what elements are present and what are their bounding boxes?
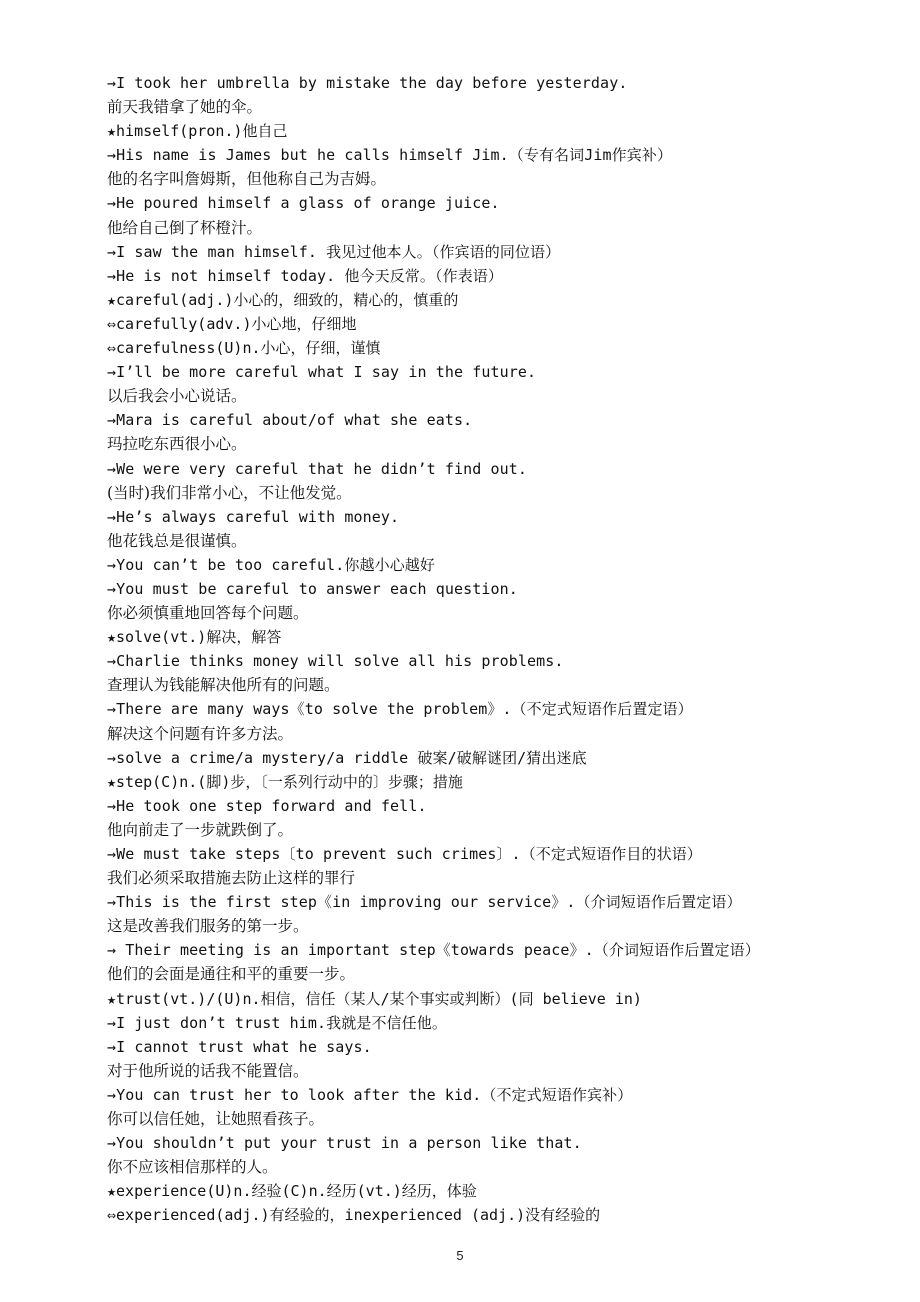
example-sentence: →Mara is careful about/of what she eats. [107, 411, 473, 430]
translation-line: 他向前走了一步就跌倒了。 [107, 820, 294, 839]
vocabulary-entry: ★trust(vt.)/(U)n.相信，信任（某人/某个事实或判断）(同 believe in) [107, 989, 642, 1008]
example-sentence: →There are many ways《to solve the problem》.（不定式短语作后置定语） [107, 700, 693, 719]
translation-line: 他的名字叫詹姆斯，但他称自己为吉姆。 [107, 170, 387, 189]
example-sentence: →I saw the man himself. 我见过他本人。（作宾语的同位语） [107, 242, 561, 261]
translation-line: 查理认为钱能解决他所有的问题。 [107, 676, 340, 695]
vocabulary-entry: ⇔experienced(adj.)有经验的，inexperienced (adj.)没有经验的 [107, 1206, 601, 1225]
example-sentence: →You must be careful to answer each question. [107, 579, 518, 598]
example-sentence: →Charlie thinks money will solve all his problems. [107, 652, 564, 671]
example-sentence: →I cannot trust what he says. [107, 1037, 372, 1056]
translation-line: 前天我错拿了她的伞。 [107, 98, 263, 117]
vocabulary-entry: ★experience(U)n.经验(C)n.经历(vt.)经历，体验 [107, 1182, 477, 1201]
translation-line: 对于他所说的话我不能置信。 [107, 1061, 309, 1080]
translation-line: 以后我会小心说话。 [107, 387, 247, 406]
vocabulary-entry: ⇔carefully(adv.)小心地，仔细地 [107, 314, 357, 333]
example-sentence: →He’s always careful with money. [107, 507, 400, 526]
translation-line: 你不应该相信那样的人。 [107, 1158, 278, 1177]
example-sentence: →We were very careful that he didn’t find out. [107, 459, 528, 478]
vocabulary-entry: ★step(C)n.(脚)步，〔一系列行动中的〕步骤；措施 [107, 772, 463, 791]
translation-line: 解决这个问题有许多方法。 [107, 724, 294, 743]
example-sentence: →We must take steps〔to prevent such crimes〕.（不定式短语作目的状语） [107, 845, 702, 863]
translation-line: 我们必须采取措施去防止这样的罪行 [107, 869, 356, 888]
example-sentence: →You can’t be too careful.你越小心越好 [107, 555, 436, 574]
example-sentence: →solve a crime/a mystery/a riddle 破案/破解谜团/猜出迷底 [107, 748, 587, 767]
example-sentence: →His name is James but he calls himself Jim.（专有名词Jim作宾补） [107, 146, 673, 165]
translation-line: 他给自己倒了杯橙汁。 [107, 218, 263, 237]
vocabulary-entry: ★himself(pron.)他自己 [107, 122, 288, 141]
example-sentence: →I’ll be more careful what I say in the future. [107, 363, 537, 382]
translation-line: 他们的会面是通往和平的重要一步。 [107, 965, 356, 984]
translation-line: 他花钱总是很谨慎。 [107, 531, 247, 550]
translation-line: (当时)我们非常小心，不让他发觉。 [107, 483, 352, 502]
page-number: 5 [456, 1248, 464, 1263]
example-sentence: →I just don’t trust him.我就是不信任他。 [107, 1013, 447, 1032]
vocabulary-entry: ★solve(vt.)解决，解答 [107, 628, 282, 647]
vocabulary-entry: ⇔carefulness(U)n.小心，仔细，谨慎 [107, 339, 381, 358]
example-sentence: →You can trust her to look after the kid.（不定式短语作宾补） [107, 1085, 633, 1104]
translation-line: 玛拉吃东西很小心。 [107, 435, 247, 454]
example-sentence: →I took her umbrella by mistake the day before yesterday. [107, 74, 628, 92]
example-sentence: →This is the first step《in improving our service》.（介词短语作后置定语） [107, 893, 742, 912]
translation-line: 这是改善我们服务的第一步。 [107, 917, 309, 936]
translation-line: 你可以信任她，让她照看孩子。 [107, 1110, 325, 1129]
example-sentence: →He took one step forward and fell. [107, 796, 427, 815]
translation-line: 你必须慎重地回答每个问题。 [107, 604, 309, 623]
document-body [107, 71, 887, 1228]
example-sentence: →You shouldn’t put your trust in a person like that. [107, 1134, 582, 1153]
example-sentence: →He is not himself today. 他今天反常。（作表语） [107, 266, 504, 285]
example-sentence: →He poured himself a glass of orange juice. [107, 194, 500, 213]
vocabulary-entry: ★careful(adj.)小心的，细致的，精心的，慎重的 [107, 290, 459, 309]
example-sentence: → Their meeting is an important step《towards peace》.（介词短语作后置定语） [107, 941, 760, 960]
